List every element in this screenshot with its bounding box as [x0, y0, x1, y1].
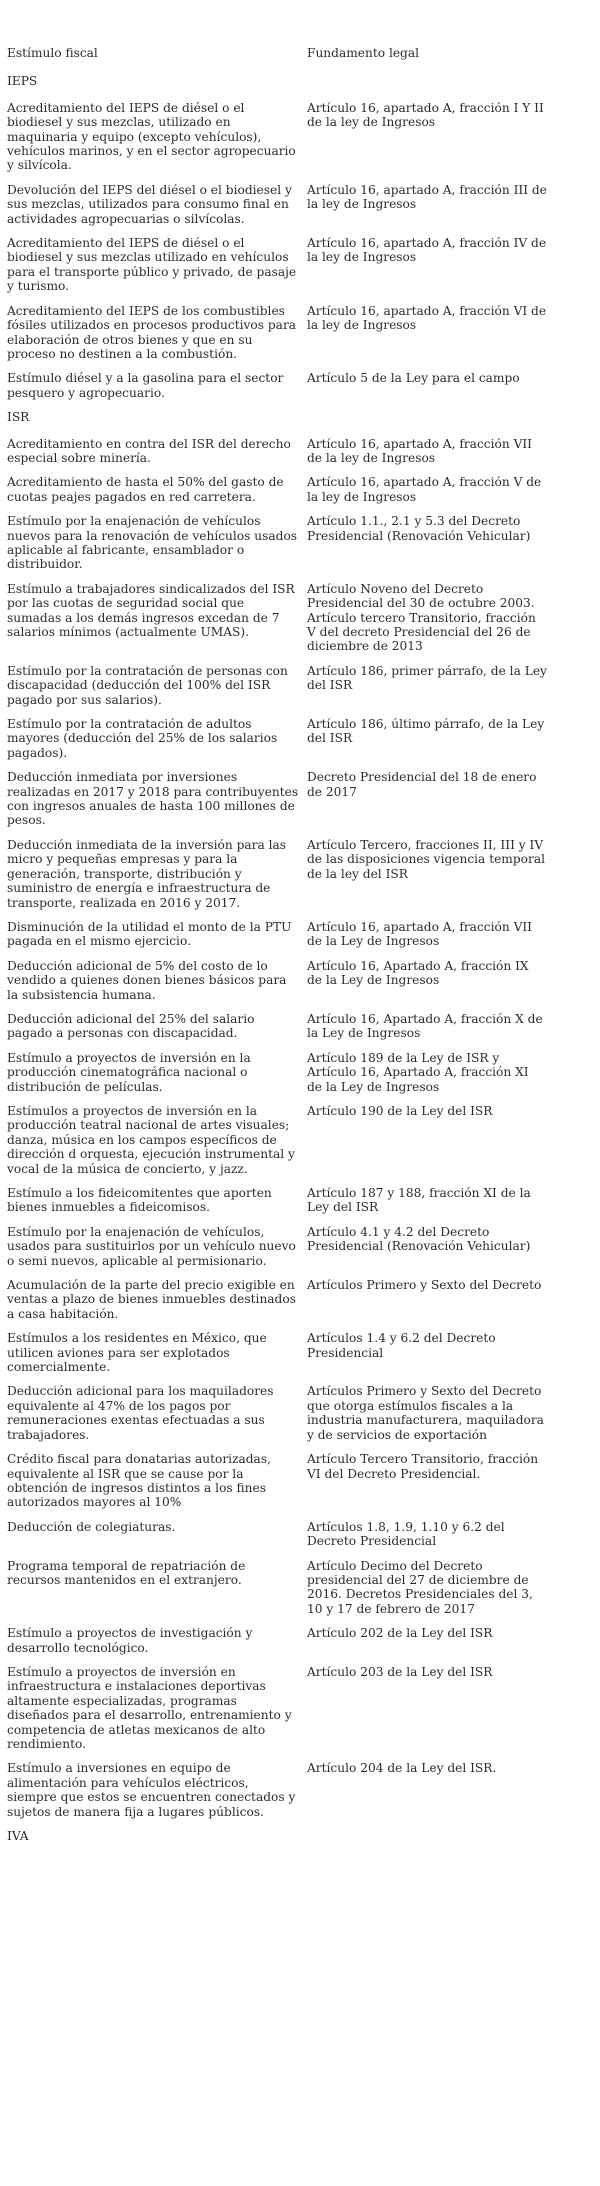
table-row [7, 1012, 547, 1051]
estimulo-cell: Estímulo a inversiones en equipo de alimentación para vehículos eléctricos, siempre que estos se encuentren conectados y sujetos de manera fija a lugares públicos. [7, 1761, 296, 1819]
fundamento-cell: Artículo 190 de la Ley del ISR [307, 1103, 493, 1118]
table-row [7, 1520, 547, 1559]
fundamento-cell: Artículo 16, Apartado A, fracción IX de la Ley de Ingresos [307, 958, 529, 988]
header-estimulo: Estímulo fiscal [7, 46, 98, 60]
fundamento-cell: Artículo 16, apartado A, fracción VI de la ley de Ingresos [307, 303, 547, 333]
table-body [7, 46, 547, 1855]
table-row [7, 475, 547, 514]
fundamento-cell: Artículos 1.4 y 6.2 del Decreto Presidencial [307, 1331, 496, 1360]
table-row [7, 838, 547, 920]
fundamento-cell: Artículo 16, apartado A, fracción V de la ley de Ingresos [307, 475, 542, 504]
section-row-isr [7, 410, 547, 436]
estimulo-cell: Deducción de colegiaturas. [7, 1519, 176, 1534]
fundamento-cell: Artículo 16, apartado A, fracción IV de la ley de Ingresos [307, 236, 547, 265]
table-header-row [7, 46, 547, 74]
section-title: ISR [7, 410, 30, 425]
table-row [7, 1559, 547, 1627]
table-row [7, 770, 547, 838]
table-row [7, 1104, 547, 1186]
estimulo-cell: Crédito fiscal para donatarias autorizadas, equivalente al ISR que se cause por la obtención de ingresos distintos a los fines autorizados mayores al 10% [7, 1452, 271, 1510]
fundamento-cell: Artículo 1.1., 2.1 y 5.3 del Decreto Presidencial (Renovación Vehicular) [307, 514, 531, 543]
header-fundamento: Fundamento legal [307, 46, 420, 60]
fundamento-cell: Artículo 202 de la Ley del ISR [307, 1626, 493, 1641]
estimulo-cell: Estímulo a proyectos de inversión en infraestructura e instalaciones deportivas altamente especializadas, programas diseñados para el desarrollo, entrenamiento y competencia de atletas mexicanos de alto rendimiento. [7, 1664, 292, 1751]
table-row [7, 1225, 547, 1278]
estimulo-cell: Estímulo a proyectos de inversión en la producción cinematográfica nacional o distribución de películas. [7, 1050, 251, 1094]
estimulo-cell: Estímulo a trabajadores sindicalizados del ISR por las cuotas de seguridad social que sumadas a los demás ingresos excedan de 7 salarios mínimos (actualmente UMAS). [7, 581, 295, 639]
table-row [7, 1626, 547, 1665]
fundamento-cell: Artículo 16, apartado A, fracción VII de la ley de Ingresos [307, 436, 532, 465]
table-row [7, 183, 547, 236]
fundamento-cell: Artículos Primero y Sexto del Decreto que otorga estímulos fiscales a la industria manufacturera, maquiladora y de servicios de exportación [307, 1384, 544, 1442]
table-row [7, 101, 547, 183]
fundamento-cell: Decreto Presidencial del 18 de enero de 2017 [307, 770, 537, 799]
fundamento-cell: Artículo 5 de la Ley para el campo [307, 371, 520, 386]
fundamento-cell: Artículo Decimo del Decreto presidencial del 27 de diciembre de 2016. Decretos Presidenciales del 3, 10 y 17 de febrero de 2017 [307, 1558, 533, 1616]
table-row [7, 304, 547, 372]
fundamento-cell: Artículos 1.8, 1.9, 1.10 y 6.2 del Decreto Presidencial [307, 1519, 505, 1549]
fundamento-cell: Artículo 16, apartado A, fracción VII de la Ley de Ingresos [307, 919, 532, 949]
fundamento-cell: Artículo 16, apartado A, fracción III de la ley de Ingresos [307, 182, 547, 212]
estimulo-cell: Acreditamiento del IEPS de diésel o el biodiesel y sus mezclas, utilizado en maquinaria y equipo (excepto vehículos), vehículos marinos, y en el sector agropecuario y silvícola. [7, 100, 296, 173]
estimulo-cell: Estímulo por la contratación de personas con discapacidad (deducción del 100% del ISR pagado por sus salarios). [7, 663, 288, 707]
table-row [7, 1186, 547, 1225]
section-title: IVA [7, 1829, 29, 1844]
estimulo-cell: Acreditamiento de hasta el 50% del gasto de cuotas peajes pagados en red carretera. [7, 475, 284, 504]
fundamento-cell: Artículo Tercero Transitorio, fracción VI del Decreto Presidencial. [307, 1452, 539, 1481]
table-row [7, 1278, 547, 1331]
table-row [7, 236, 547, 304]
fundamento-cell: Artículo Noveno del Decreto Presidencial del 30 de octubre 2003. Artículo tercero Transitorio, fracción V del decreto Presidencial del 26 de diciembre de 2013 [307, 581, 536, 654]
estimulo-cell: Acreditamiento en contra del ISR del derecho especial sobre minería. [7, 436, 291, 465]
section-title: IEPS [7, 74, 38, 89]
table-row [7, 959, 547, 1012]
table-row [7, 1331, 547, 1384]
estimulo-cell: Deducción inmediata por inversiones realizadas en 2017 y 2018 para contribuyentes con ingresos anuales de hasta 100 millones de pesos. [7, 770, 299, 828]
estimulo-cell: Deducción adicional del 25% del salario pagado a personas con discapacidad. [7, 1011, 255, 1041]
fiscal-stimulus-table [7, 46, 547, 1855]
estimulo-cell: Estímulo por la enajenación de vehículos nuevos para la renovación de vehículos usados aplicable al fabricante, ensamblador o distribuidor. [7, 514, 298, 572]
fundamento-cell: Artículo 186, último párrafo, de la Ley del ISR [307, 717, 545, 746]
table-row [7, 664, 547, 717]
estimulo-cell: Estímulo a proyectos de investigación y desarrollo tecnológico. [7, 1626, 253, 1655]
table-row [7, 1051, 547, 1104]
table-row [7, 1384, 547, 1452]
estimulo-cell: Deducción adicional de 5% del costo de lo vendido a quienes donen bienes básicos para la subsistencia humana. [7, 958, 287, 1002]
fundamento-cell: Artículo 16, apartado A, fracción I Y II de la ley de Ingresos [307, 100, 544, 130]
table-row [7, 1761, 547, 1829]
fundamento-cell: Artículos Primero y Sexto del Decreto [307, 1278, 542, 1293]
table-row [7, 1452, 547, 1520]
section-row-iva [7, 1829, 547, 1855]
estimulo-cell: Estímulo por la contratación de adultos mayores (deducción del 25% de los salarios pagados). [7, 717, 278, 760]
estimulo-cell: Programa temporal de repatriación de recursos mantenidos en el extranjero. [7, 1558, 246, 1587]
table-row [7, 437, 547, 476]
estimulo-cell: Acreditamiento del IEPS de diésel o el biodiesel y sus mezclas utilizado en vehículos para el transporte público y privado, de pasaje y turismo. [7, 236, 297, 294]
fundamento-cell: Artículo 186, primer párrafo, de la Ley del ISR [307, 663, 547, 693]
estimulo-cell: Deducción inmediata de la inversión para las micro y pequeñas empresas y para la generación, transporte, distribución y suministro de energía e infraestructura de transporte, realizada en 2016 y 2017. [7, 837, 287, 910]
table-row [7, 717, 547, 770]
table-row [7, 920, 547, 959]
estimulo-cell: Acreditamiento del IEPS de los combustibles fósiles utilizados en procesos productivos para elaboración de otros bienes y que en su proceso no destinen a la combustión. [7, 303, 297, 361]
estimulo-cell: Deducción adicional para los maquiladores equivalente al 47% de los pagos por remuneraciones exentas efectuadas a sus trabajadores. [7, 1384, 274, 1442]
fundamento-cell: Artículo 204 de la Ley del ISR. [307, 1761, 497, 1776]
fundamento-cell: Artículo 187 y 188, fracción XI de la Ley del ISR [307, 1186, 531, 1215]
estimulo-cell: Estímulo diésel y a la gasolina para el sector pesquero y agropecuario. [7, 371, 284, 400]
estimulo-cell: Estímulos a los residentes en México, que utilicen aviones para ser explotados comercialmente. [7, 1331, 267, 1375]
estimulo-cell: Estímulo a los fideicomitentes que aporten bienes inmuebles a fideicomisos. [7, 1186, 272, 1215]
estimulo-cell: Estímulo por la enajenación de vehículos, usados para sustituirlos por un vehículo nuevo o semi nuevos, aplicable al permisionario. [7, 1224, 296, 1268]
fundamento-cell: Artículo 16, Apartado A, fracción X de la Ley de Ingresos [307, 1011, 543, 1041]
estimulo-cell: Disminución de la utilidad el monto de la PTU pagada en el mismo ejercicio. [7, 919, 292, 949]
table-row [7, 514, 547, 582]
table-row [7, 582, 547, 664]
fundamento-cell: Artículo 189 de la Ley de ISR y Artículo 16, Apartado A, fracción XI de la Ley de Ingresos [307, 1050, 529, 1094]
section-row-ieps [7, 74, 547, 100]
fundamento-cell: Artículo 203 de la Ley del ISR [307, 1664, 493, 1679]
table-row [7, 371, 547, 410]
fundamento-cell: Artículo Tercero, fracciones II, III y IV de las disposiciones vigencia temporal de la ley del ISR [307, 837, 545, 881]
table-row [7, 1665, 547, 1761]
fundamento-cell: Artículo 4.1 y 4.2 del Decreto Presidencial (Renovación Vehicular) [307, 1224, 531, 1254]
estimulo-cell: Acumulación de la parte del precio exigible en ventas a plazo de bienes inmuebles destinados a casa habitación. [7, 1278, 296, 1321]
estimulo-cell: Estímulos a proyectos de inversión en la producción teatral nacional de artes visuales; danza, música en los campos específicos de dirección d orquesta, ejecución instrumental y vocal de la música de concierto, y jazz. [7, 1103, 295, 1176]
estimulo-cell: Devolución del IEPS del diésel o el biodiesel y sus mezclas, utilizados para consumo final en actividades agropecuarias o silvícolas. [7, 182, 292, 226]
